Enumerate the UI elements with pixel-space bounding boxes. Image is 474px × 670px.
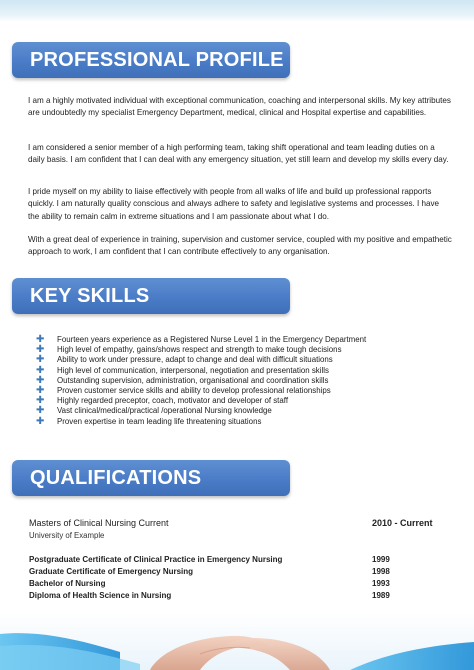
- skill-text: Proven customer service skills and ability to develop professional relationships: [57, 385, 331, 395]
- profile-paragraph-1: I am a highly motivated individual with exceptional communication, coaching and interpersonal skills. My key attributes are undoubtedly my specialist Emergency Department, medical, clinical and Hospital expertise and capabilities.: [28, 96, 451, 118]
- qualification-year: 1998: [372, 567, 390, 576]
- skill-text: Vast clinical/medical/practical /operational Nursing knowledge: [57, 406, 272, 416]
- skill-text: Ability to work under pressure, adapt to change and deal with difficult situations: [57, 355, 333, 365]
- qualifications-section-title: QUALIFICATIONS: [30, 467, 202, 489]
- skills-list: [36, 335, 456, 427]
- skills-section-banner: [12, 278, 290, 314]
- skill-item: [36, 366, 456, 376]
- plus-icon: ✚: [36, 364, 45, 376]
- top-decorative-strip: [0, 0, 474, 22]
- plus-icon: ✚: [36, 354, 45, 366]
- skill-item: [36, 406, 456, 416]
- qualification-title: Graduate Certificate of Emergency Nursing: [29, 567, 194, 576]
- plus-icon: ✚: [36, 374, 45, 386]
- plus-icon: ✚: [36, 334, 45, 345]
- skill-text: Outstanding supervision, administration, organisational and coordination skills: [57, 375, 329, 385]
- plus-icon: ✚: [36, 384, 45, 396]
- profile-paragraph-3: I pride myself on my ability to liaise effectively with people from all walks of life and build up professional rapports quickly. I am naturally quality conscious and always adhere to safety and legislative systems and processes. I have the ability to remain calm in extreme situations and I am passionate about what I do.: [28, 187, 440, 221]
- qualification-year: 1989: [372, 591, 390, 600]
- qualification-title: Diploma of Health Science in Nursing: [29, 591, 172, 600]
- profile-section-title: PROFESSIONAL PROFILE: [30, 49, 284, 71]
- skill-item: [36, 376, 456, 386]
- qualification-year: 1999: [372, 555, 390, 564]
- plus-icon: ✚: [36, 415, 45, 427]
- skill-item: [36, 345, 456, 355]
- skill-text: High level of communication, interpersonal, negotiation and presentation skills: [57, 365, 329, 375]
- skills-section-title: KEY SKILLS: [30, 285, 150, 307]
- qualification-title: Bachelor of Nursing: [29, 579, 106, 588]
- qualification-main-year: 2010 - Current: [372, 518, 433, 528]
- skill-item: [36, 417, 456, 427]
- qualification-main-title: Masters of Clinical Nursing Current: [29, 518, 169, 528]
- skill-item: [36, 335, 456, 345]
- skill-text: High level of empathy, gains/shows respect and strength to make tough decisions: [57, 345, 342, 355]
- skill-text: Proven expertise in team leading life threatening situations: [57, 416, 262, 426]
- skill-item: [36, 355, 456, 365]
- skill-item: [36, 396, 456, 406]
- qualifications-section-banner: [12, 460, 290, 496]
- profile-paragraph-2: I am considered a senior member of a high performing team, taking shift operational and team leading duties on a daily basis. I am confident that I can deal with any emergency situation, yet still learn and develop my skills every day.: [28, 143, 449, 165]
- profile-section-banner: [12, 42, 290, 78]
- qualification-institution-text: University of Example: [29, 531, 105, 540]
- profile-paragraph-4: With a great deal of experience in training, supervision and customer service, coupled with my positive and empathetic approach to work, I am confident that I can contribute effectively to any organisation.: [28, 235, 452, 257]
- qualification-title: Postgraduate Certificate of Clinical Practice in Emergency Nursing: [29, 555, 283, 564]
- qualification-year: 1993: [372, 579, 390, 588]
- plus-icon: ✚: [36, 395, 45, 407]
- skill-text: Highly regarded preceptor, coach, motivator and developer of staff: [57, 396, 289, 406]
- skill-text: Fourteen years experience as a Registered Nurse Level 1 in the Emergency Department: [57, 335, 367, 344]
- plus-icon: ✚: [36, 344, 45, 356]
- bottom-hands-image: [0, 612, 474, 670]
- skill-item: [36, 386, 456, 396]
- plus-icon: ✚: [36, 405, 45, 417]
